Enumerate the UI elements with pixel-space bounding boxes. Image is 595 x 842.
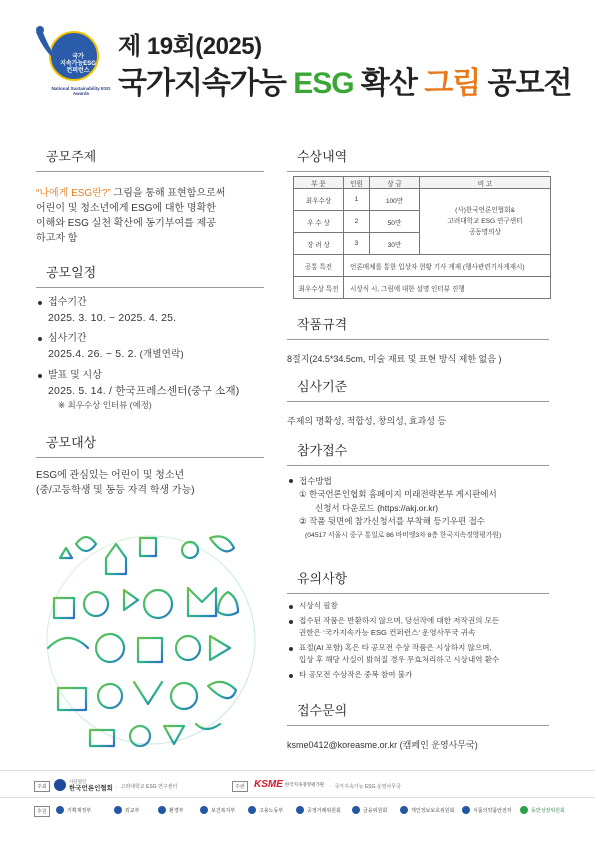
bullet-dot [289, 605, 293, 609]
theme-line: 하고자 함 [36, 233, 78, 244]
gov-emblem-icon [400, 806, 408, 814]
contest-title [118, 58, 571, 102]
sponsor-name: 금융위원회 [363, 807, 388, 814]
footer-divider [0, 770, 595, 771]
sponsor-item [114, 806, 140, 814]
title-part: 공모전 [480, 67, 572, 100]
sponsor-name: 동반성장위원회 [531, 807, 565, 814]
gov-emblem-icon [462, 806, 470, 814]
title-drawing: 그림 [424, 67, 481, 100]
schedule-item [36, 332, 264, 346]
schedule-date-extra: (개별연락) [136, 349, 184, 360]
criteria-text: 주제의 명확성, 적합성, 창의성, 효과성 등 [287, 416, 447, 426]
gov-emblem-icon [296, 806, 304, 814]
submit-method [287, 474, 549, 488]
theme-line: 어린이 및 청소년에게 ESG에 대한 명확한 [36, 203, 216, 214]
bullet-dot [38, 374, 42, 378]
schedule-label: 발표 및 시상 [48, 370, 102, 381]
sponsor-item [462, 806, 512, 814]
caution-line: 입상 후 해당 사실이 밝혀질 경우 무효처리하고 시상내역 환수 [299, 655, 500, 664]
spec-text: 8절지(24.5*34.5cm, 미술 재료 및 표현 방식 제한 없음 ) [287, 354, 502, 364]
sponsor-name: 공정거래위원회 [307, 807, 341, 814]
caution-text: 시상식 필참 [299, 601, 338, 610]
organizer-1 [254, 779, 324, 790]
submit-section [287, 440, 549, 542]
target-line: (중/고등학생 및 동등 자격 학생 가능) [36, 485, 195, 496]
contact-heading: 접수문의 [287, 700, 549, 726]
caution-item [287, 615, 549, 640]
submit-step: 신청서 다운로드 (https://akj.or.kr) [315, 502, 439, 513]
sponsor-name: 식품의약품안전처 [473, 807, 512, 814]
awards-table [293, 176, 551, 299]
schedule-item [36, 369, 264, 383]
ksme-logo: KSME [254, 779, 283, 790]
award-count: 3 [344, 233, 370, 255]
schedule-date: 2025. 3. 10. ~ 2025. 4. 25. [48, 312, 177, 324]
sponsor-name: 환경부 [169, 807, 184, 814]
host-tag: 주최 [34, 781, 50, 792]
award-name: 장 려 상 [294, 233, 344, 255]
host-1-small: 사단법인 [69, 779, 87, 784]
sponsor-item [158, 806, 184, 814]
schedule-label: 심사기간 [48, 333, 87, 344]
award-count: 2 [344, 211, 370, 233]
title-part: 확산 [353, 67, 425, 100]
award-note-line: 고려대학교 ESG 연구센터 [447, 218, 523, 225]
criteria-section [287, 376, 549, 429]
logo-text: 국가 지속가능ESG 컨퍼런스 [60, 54, 96, 74]
gov-emblem-icon [352, 806, 360, 814]
special-desc: 언론매체를 통한 입상자 현황 기사 게재 (행사관련기사게재시) [344, 255, 551, 277]
sponsor-item [200, 806, 235, 814]
contact-section [287, 700, 549, 753]
award-note [420, 189, 551, 255]
caution-line: 권한은 ‘국가지속가능 ESG 컨퍼런스’ 운영사무국 귀속 [299, 628, 476, 637]
caution-line: 접수된 작품은 반환하지 않으며, 당선작에 대한 저작권의 모든 [299, 615, 500, 625]
schedule-item [36, 296, 264, 310]
award-note-line: (사)한국언론인협회& [455, 207, 515, 214]
schedule-heading: 공모일정 [36, 262, 264, 288]
gov-emblem-icon [56, 806, 64, 814]
caution-item [287, 642, 549, 667]
table-row [294, 189, 551, 211]
cautions-heading: 유의사항 [287, 568, 549, 594]
partnership-logo-icon [520, 806, 528, 814]
spec-heading: 작품규격 [287, 314, 549, 340]
cautions-section [287, 568, 549, 681]
award-prize: 30만 [370, 233, 420, 255]
contact-text[interactable]: ksme0412@koreasme.or.kr (캠페인 운영사무국) [287, 740, 478, 750]
host-2-name: 고려대학교 ESG 연구센터 [120, 784, 178, 790]
table-row [294, 255, 551, 277]
bullet-dot [38, 301, 42, 305]
table-header-row [294, 177, 551, 189]
sponsor-name: 외교부 [125, 807, 140, 814]
award-count: 1 [344, 189, 370, 211]
submit-body [287, 474, 549, 542]
sponsor-item [400, 806, 454, 814]
host-2: · 고려대학교 ESG 연구센터 [116, 783, 178, 790]
theme-section [36, 146, 264, 246]
gov-emblem-icon [200, 806, 208, 814]
cautions-list [287, 600, 549, 681]
target-heading: 공모대상 [36, 432, 264, 458]
sponsor-name: 기획재정부 [67, 807, 92, 814]
caution-line: 표절(AI 포함) 혹은 타 공모전 수상 작품은 시상하지 않으며, [299, 642, 492, 652]
schedule-label: 접수기간 [48, 297, 87, 308]
gov-emblem-icon [158, 806, 166, 814]
title-esg: ESG [293, 67, 354, 100]
bullet-dot [289, 620, 293, 624]
schedule-section [36, 262, 264, 411]
bullet-dot [289, 674, 293, 678]
organizer-1-sub: 한국지속경영평가원 [284, 781, 325, 787]
bullet-dot [289, 647, 293, 651]
sponsor-tag: 후원 [34, 806, 50, 817]
target-line: ESG에 관심있는 어린이 및 청소년 [36, 470, 185, 481]
caution-text [299, 615, 499, 640]
table-row [294, 277, 551, 299]
table-header-cell: 인원 [344, 177, 370, 189]
spec-section [287, 314, 549, 367]
bullet-dot [289, 479, 293, 483]
table-header-cell: 부 문 [294, 177, 344, 189]
special-name: 최우수상 특전 [294, 277, 344, 299]
organizer-2: · 국가지속가능 ESG 운영사무국 [330, 783, 401, 790]
submit-step: ② 작품 뒷면에 참가신청서를 부착해 등기우편 접수 [299, 516, 486, 526]
contest-edition: 제 19회(2025) [118, 33, 262, 60]
caution-text [299, 642, 499, 667]
footer-divider [0, 797, 595, 798]
schedule-note: ※ 최우수상 인터뷰 (예정) [58, 400, 152, 410]
sponsor-name: 고용노동부 [259, 807, 284, 814]
caution-item [287, 600, 549, 613]
conference-logo [28, 22, 111, 98]
special-desc: 시상식 시, 그림에 대한 설명 인터뷰 진행 [344, 277, 551, 299]
submit-step: ① 한국언론인협회 홈페이지 미래전략본부 게시판에서 [299, 489, 497, 499]
theme-line-rest: 그림을 통해 표현함으로써 [110, 188, 226, 199]
theme-line [36, 186, 264, 201]
criteria-heading: 심사기준 [287, 376, 549, 402]
submit-heading: 참가접수 [287, 440, 549, 466]
sponsor-name: 개인정보보호위원회 [411, 807, 455, 814]
award-note-line: 공동명의상 [469, 229, 501, 236]
table-header-cell: 상 금 [370, 177, 420, 189]
logo-subtitle: National Sustainability ESG Awards [51, 86, 111, 96]
title-part: 국가지속가능 [118, 67, 294, 100]
award-prize: 100만 [370, 189, 420, 211]
host-1 [54, 778, 113, 792]
sponsor-item [296, 806, 341, 814]
host-1-name: 한국언론인협회 [69, 785, 113, 792]
sponsor-name: 보건복지부 [211, 807, 236, 814]
award-prize: 50만 [370, 211, 420, 233]
esg-globe-illustration [40, 518, 262, 756]
submit-address: (04517 서울시 중구 통일로 86 바비엥3차 8층 한국지속경영평가원) [305, 531, 502, 539]
submit-method-label: 접수방법 [299, 476, 332, 486]
sponsor-item [352, 806, 387, 814]
sponsor-item [520, 806, 565, 814]
award-name: 우 수 상 [294, 211, 344, 233]
schedule-date [48, 346, 264, 363]
target-text [36, 468, 264, 498]
target-section [36, 432, 264, 498]
gov-emblem-icon [114, 806, 122, 814]
host-logo-icon [54, 779, 66, 791]
sponsor-item [56, 806, 91, 814]
sponsor-item [248, 806, 283, 814]
table-header-cell: 비 고 [420, 177, 551, 189]
host-1-text [69, 778, 113, 792]
special-name: 공통 특전 [294, 255, 344, 277]
theme-text [36, 186, 264, 246]
theme-heading: 공모주제 [36, 146, 264, 172]
gov-emblem-icon [248, 806, 256, 814]
caution-item [287, 669, 549, 682]
organizer-2-name: 국가지속가능 ESG 운영사무국 [334, 784, 401, 790]
schedule-date-value: 2025.4. 26. ~ 5. 2. [48, 348, 137, 360]
theme-line: 이해와 ESG 실천 확산에 동기부여를 제공 [36, 218, 216, 229]
theme-quote: “나에게 ESG란?” [36, 188, 111, 199]
award-name: 최우수상 [294, 189, 344, 211]
awards-heading: 수상내역 [287, 146, 549, 172]
schedule-date: 2025. 5. 14. / 한국프레스센터(중구 소재) [48, 385, 240, 397]
awards-section [287, 146, 549, 172]
bullet-dot [38, 337, 42, 341]
organizer-tag: 주관 [232, 781, 248, 792]
caution-text: 타 공모전 수상작은 중복 참여 불가 [299, 669, 413, 679]
